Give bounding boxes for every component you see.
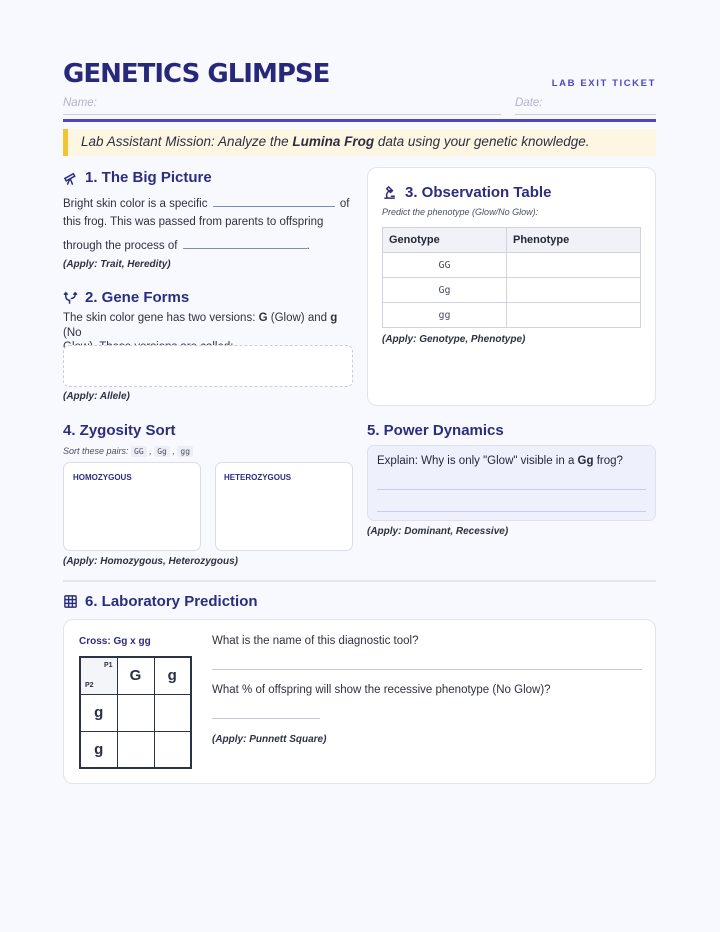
phenotype-input[interactable] [507, 253, 641, 278]
s1-text-1-end: of [339, 198, 350, 210]
s2-text-3: (No [63, 326, 82, 339]
header-rule [63, 119, 656, 122]
s4-sub-text: Sort these pairs: [63, 446, 129, 456]
mission-highlight: Lumina Frog [292, 134, 375, 149]
power-dynamics-box [367, 445, 656, 521]
observation-table [382, 227, 641, 328]
heterozygous-box[interactable] [215, 462, 353, 551]
table-header-row [383, 228, 641, 253]
p1-label: P1 [103, 662, 113, 669]
punnett-header: G [117, 657, 154, 694]
punnett-cell[interactable] [117, 731, 154, 768]
table-row [383, 253, 641, 278]
section-divider [63, 580, 656, 582]
col-phenotype: Phenotype [507, 228, 641, 253]
s1-text-3-end: . [306, 240, 310, 252]
punnett-cell[interactable] [117, 694, 154, 731]
heterozygous-label: HETEROZYGOUS [224, 473, 292, 482]
section-6-heading [63, 593, 258, 610]
s5-q-prefix: Explain: Why is only "Glow" visible in a [377, 455, 578, 467]
answer-line[interactable] [377, 489, 646, 490]
section-6-title: 6. Laboratory Prediction [85, 593, 258, 610]
section-5-question [377, 455, 623, 467]
s1-text-3: through the process of [63, 240, 178, 252]
section-1-line-1 [63, 195, 353, 210]
page-title: GENETICS GLIMPSE [63, 59, 330, 89]
section-4-title: 4. Zygosity Sort [63, 422, 176, 439]
phenotype-input[interactable] [507, 303, 641, 328]
pair-chip: gg [177, 446, 193, 457]
s2-text-1: The skin color gene has two versions: [63, 312, 259, 324]
section-2-apply: (Apply: Allele) [63, 391, 130, 402]
telescope-icon [63, 170, 78, 185]
punnett-row [80, 657, 191, 694]
s5-q-bold: Gg [577, 455, 594, 467]
ticket-label: LAB EXIT TICKET [551, 78, 656, 89]
section-1-line-2: this frog. This was passed from parents to offspring [63, 216, 324, 228]
answer-line-1[interactable] [212, 669, 642, 670]
allele-G: G [258, 312, 268, 324]
section-3-apply: (Apply: Genotype, Phenotype) [382, 334, 526, 345]
question-2: What % of offspring will show the recessive phenotype (No Glow)? [212, 684, 551, 696]
section-3-heading [383, 184, 551, 201]
table-row [383, 278, 641, 303]
name-label: Name: [63, 97, 97, 109]
heredity-blank[interactable] [183, 237, 307, 249]
punnett-header: g [80, 731, 117, 768]
section-2-heading [63, 289, 189, 306]
section-3-subtitle: Predict the phenotype (Glow/No Glow): [382, 207, 539, 217]
answer-line-2[interactable] [212, 718, 320, 719]
homozygous-box[interactable] [63, 462, 201, 551]
punnett-cell[interactable] [154, 731, 191, 768]
punnett-cell[interactable] [154, 694, 191, 731]
punnett-corner [80, 657, 117, 694]
cross-label: Cross: Gg x gg [79, 636, 151, 647]
homozygous-label: HOMOZYGOUS [73, 473, 132, 482]
section-1-line-3 [63, 237, 310, 252]
section-1-heading [63, 169, 212, 186]
answer-line[interactable] [377, 511, 646, 512]
punnett-square [79, 656, 192, 769]
table-row [383, 303, 641, 328]
section-6-apply: (Apply: Punnett Square) [212, 734, 327, 745]
section-5-apply: (Apply: Dominant, Recessive) [367, 526, 509, 537]
microscope-icon [383, 185, 398, 200]
section-1-apply: (Apply: Trait, Heredity) [63, 259, 171, 270]
punnett-row [80, 731, 191, 768]
pair-separator: , [172, 446, 175, 456]
section-2-title: 2. Gene Forms [85, 289, 190, 306]
p2-label: P2 [85, 681, 94, 689]
phenotype-input[interactable] [507, 278, 641, 303]
question-1: What is the name of this diagnostic tool? [212, 635, 419, 647]
col-genotype: Genotype [383, 228, 507, 253]
pair-chip: GG [131, 446, 147, 457]
s5-q-suffix: frog? [593, 455, 623, 467]
section-4-subtitle [63, 446, 193, 456]
mission-banner [63, 129, 656, 156]
grid-icon [63, 594, 78, 609]
section-1-title: 1. The Big Picture [85, 169, 212, 186]
mission-text-prefix: Lab Assistant Mission: Analyze the [81, 134, 293, 149]
punnett-row [80, 694, 191, 731]
s2-text-2: (Glow) and [267, 312, 331, 324]
section-4-heading [63, 422, 176, 439]
allele-answer-box[interactable] [63, 345, 353, 387]
section-4-apply: (Apply: Homozygous, Heterozygous) [63, 556, 239, 567]
section-5-title: 5. Power Dynamics [367, 422, 504, 439]
trait-blank[interactable] [213, 195, 335, 207]
section-5-heading [367, 422, 504, 439]
section-3-title: 3. Observation Table [405, 184, 552, 201]
date-field[interactable] [515, 114, 656, 115]
mission-text-suffix: data using your genetic knowledge. [374, 134, 590, 149]
punnett-header: g [154, 657, 191, 694]
date-label: Date: [515, 97, 543, 109]
pair-separator: , [149, 446, 152, 456]
punnett-header: g [80, 694, 117, 731]
s1-text-1: Bright skin color is a specific [63, 198, 208, 210]
allele-g: g [330, 312, 338, 324]
genotype-cell: gg [383, 303, 507, 328]
pair-chip: Gg [154, 446, 170, 457]
branch-icon [63, 290, 78, 305]
name-field[interactable] [63, 114, 501, 115]
genotype-cell: Gg [383, 278, 507, 303]
genotype-cell: GG [383, 253, 507, 278]
